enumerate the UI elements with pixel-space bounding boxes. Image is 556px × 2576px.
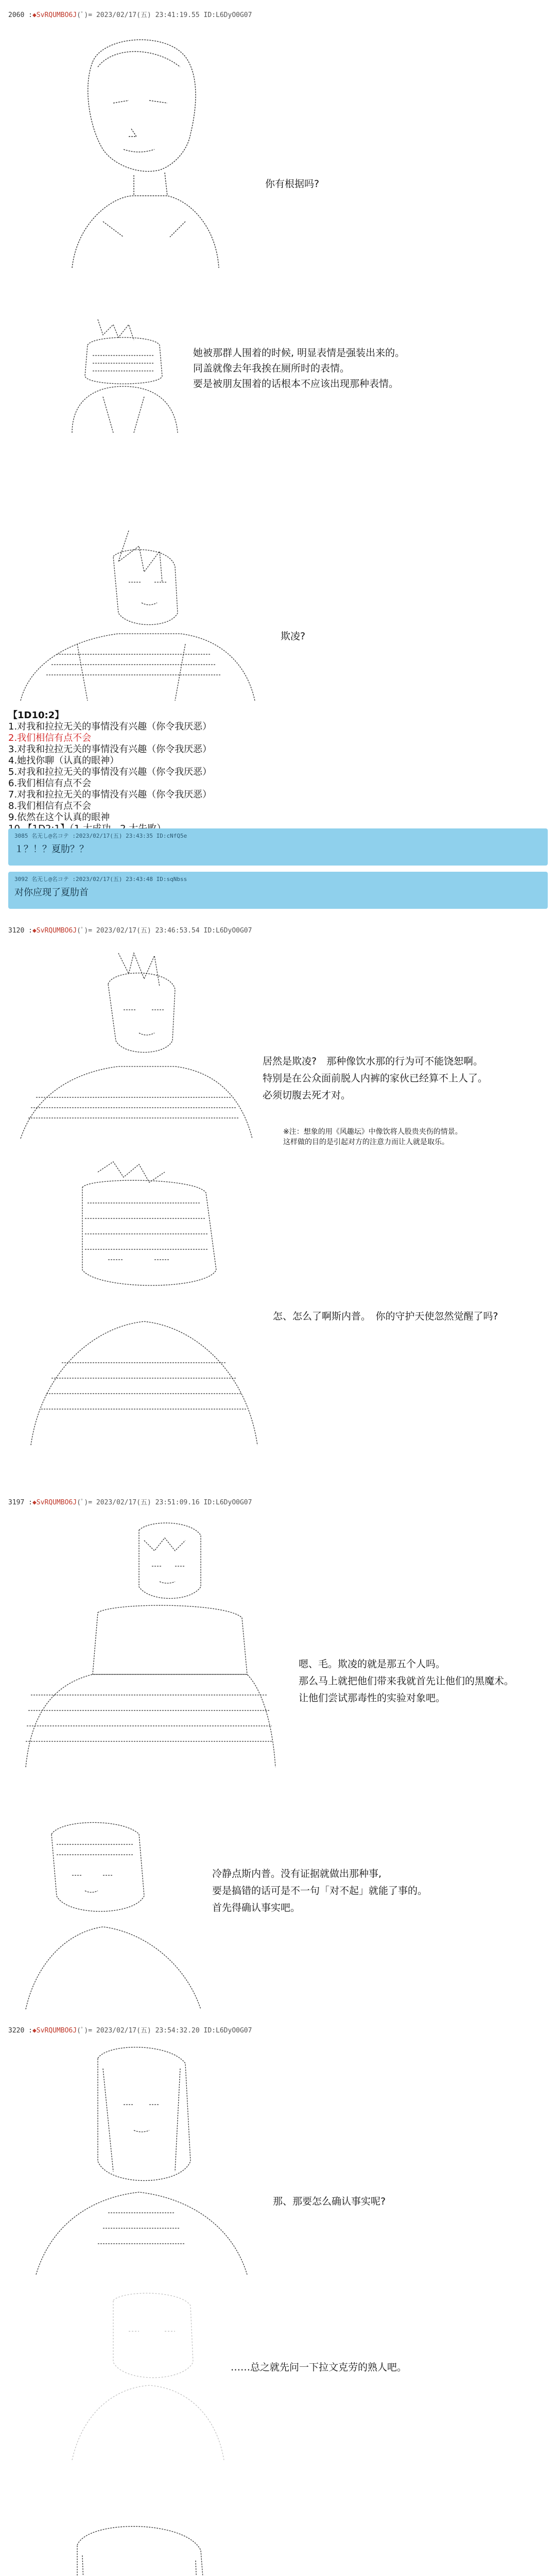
vote-item: 1.对我和拉拉无关的事情没有兴趣（你令我厌恶） bbox=[8, 721, 212, 732]
post-header-1 bbox=[8, 9, 252, 19]
reply-banner bbox=[8, 872, 548, 909]
vote-title: 【1D10:2】 bbox=[8, 710, 64, 721]
ascii-art-character-4 bbox=[15, 943, 257, 1139]
dialogue-line: 欺凌? bbox=[281, 631, 306, 642]
post-number: 3197 : bbox=[8, 1499, 32, 1506]
dialogue-line: 那、那要怎么确认事实呢? bbox=[273, 2196, 386, 2207]
poster-name[interactable]: ◆SvRQUMBO6J bbox=[32, 11, 77, 19]
reply-meta: 3092 名无し@名コテ :2023/02/17(五) 23:43:48 ID:sqNbss bbox=[14, 876, 187, 883]
poster-name[interactable]: ◆SvRQUMBO6J bbox=[32, 1499, 77, 1506]
post-number: 2060 : bbox=[8, 11, 32, 19]
dialogue-line: 嗯、毛。欺凌的就是那五个人吗。 bbox=[299, 1658, 446, 1670]
vote-list bbox=[8, 710, 212, 835]
dialogue-line: 那么马上就把他们带来我就首先让他们的黑魔术。 bbox=[299, 1675, 514, 1687]
dialogue-line: 让他们尝试那毒性的实验对象吧。 bbox=[299, 1692, 446, 1704]
vote-item: 5.对我和拉拉无关的事情没有兴趣（你令我厌恶） bbox=[8, 767, 212, 777]
post-meta: (ﾟ)= 2023/02/17(五) 23:46:53.54 ID:L6DyO0G07 bbox=[77, 927, 252, 935]
dialogue-line: 冷静点斯内普。没有证据就做出那种事, bbox=[212, 1868, 382, 1879]
ascii-art-character-5 bbox=[21, 1157, 268, 1445]
ascii-art-character-1 bbox=[62, 26, 221, 268]
post-header-3 bbox=[8, 1497, 252, 1506]
vote-item: 4.她找你聊（认真的眼神） bbox=[8, 755, 119, 766]
post-header-2 bbox=[8, 925, 252, 935]
post-meta: (ﾟ)= 2023/02/17(五) 23:51:09.16 ID:L6DyO0G07 bbox=[77, 1499, 252, 1506]
reply-meta: 3085 名无し@名コテ :2023/02/17(五) 23:43:35 ID:cNfQ5e bbox=[14, 833, 187, 839]
post-number: 3120 : bbox=[8, 927, 32, 935]
note-line: ※注：想象的用《风趣坛》中像饮将人股贵夹伤的情景。 bbox=[283, 1128, 462, 1136]
dialogue-line: 首先得确认事实吧。 bbox=[212, 1902, 301, 1913]
dialogue-line: 你有根据吗? bbox=[265, 178, 320, 190]
vote-item-selected: 2.我们相信有点不会 bbox=[8, 733, 92, 743]
post-header-4 bbox=[8, 2025, 252, 2035]
ascii-art-character-7 bbox=[21, 1814, 206, 2009]
reply-banner bbox=[8, 828, 548, 866]
post-number: 3220 : bbox=[8, 2027, 32, 2035]
dialogue-line: 要是被朋友围着的话根本不应该出现那种表情。 bbox=[193, 378, 399, 389]
ascii-art-character-9 bbox=[67, 2290, 227, 2460]
post-meta: (ﾟ)= 2023/02/17(五) 23:54:32.20 ID:L6DyO0G07 bbox=[77, 2027, 252, 2035]
dialogue-line: ……总之就先问一下拉文克劳的熟人吧。 bbox=[231, 2362, 407, 2373]
dialogue-line: 同盖就像去年我挨在厕所时的表情。 bbox=[193, 363, 350, 374]
ascii-art-character-6 bbox=[21, 1520, 278, 1767]
dialogue-line: 必须切腹去死才对。 bbox=[263, 1090, 351, 1101]
ascii-art-character-2 bbox=[62, 314, 185, 433]
reply-message: １？！？夏肋？？ bbox=[14, 844, 89, 855]
dialogue-line: 要是搞错的话可是不一句「对不起」就能了事的。 bbox=[212, 1885, 428, 1896]
ascii-art-character-10 bbox=[15, 2514, 257, 2576]
note-line: 这样做的目的是引起对方的注意力而让人就是取乐。 bbox=[283, 1138, 449, 1146]
vote-item: 3.对我和拉拉无关的事情没有兴趣（你令我厌恶） bbox=[8, 744, 212, 755]
vote-item: 7.对我和拉拉无关的事情没有兴趣（你令我厌恶） bbox=[8, 789, 212, 800]
dialogue-line: 怎、怎么了啊斯内普。 你的守护天使忽然觉醒了吗? bbox=[273, 1311, 498, 1322]
post-meta: (ﾟ)= 2023/02/17(五) 23:41:19.55 ID:L6DyO0G07 bbox=[77, 11, 252, 19]
poster-name[interactable]: ◆SvRQUMBO6J bbox=[32, 2027, 77, 2035]
vote-item: 8.我们相信有点不会 bbox=[8, 801, 92, 811]
reply-message: 对你应现了夏肋首 bbox=[14, 887, 89, 898]
vote-item: 6.我们相信有点不会 bbox=[8, 778, 92, 789]
dialogue-line: 她被那群人围着的时候, 明显表情是强装出来的。 bbox=[193, 347, 405, 359]
ascii-art-character-3 bbox=[15, 526, 257, 701]
vote-item: 9.依然在这个认真的眼神 bbox=[8, 812, 110, 823]
dialogue-line: 居然是欺凌? 那种像饮水那的行为可不能饶恕啊。 bbox=[263, 1056, 483, 1067]
poster-name[interactable]: ◆SvRQUMBO6J bbox=[32, 927, 77, 935]
ascii-art-character-8 bbox=[21, 2043, 257, 2275]
dialogue-line: 特别是在公众面前脱人内裤的家伙已经算不上人了。 bbox=[263, 1073, 488, 1084]
